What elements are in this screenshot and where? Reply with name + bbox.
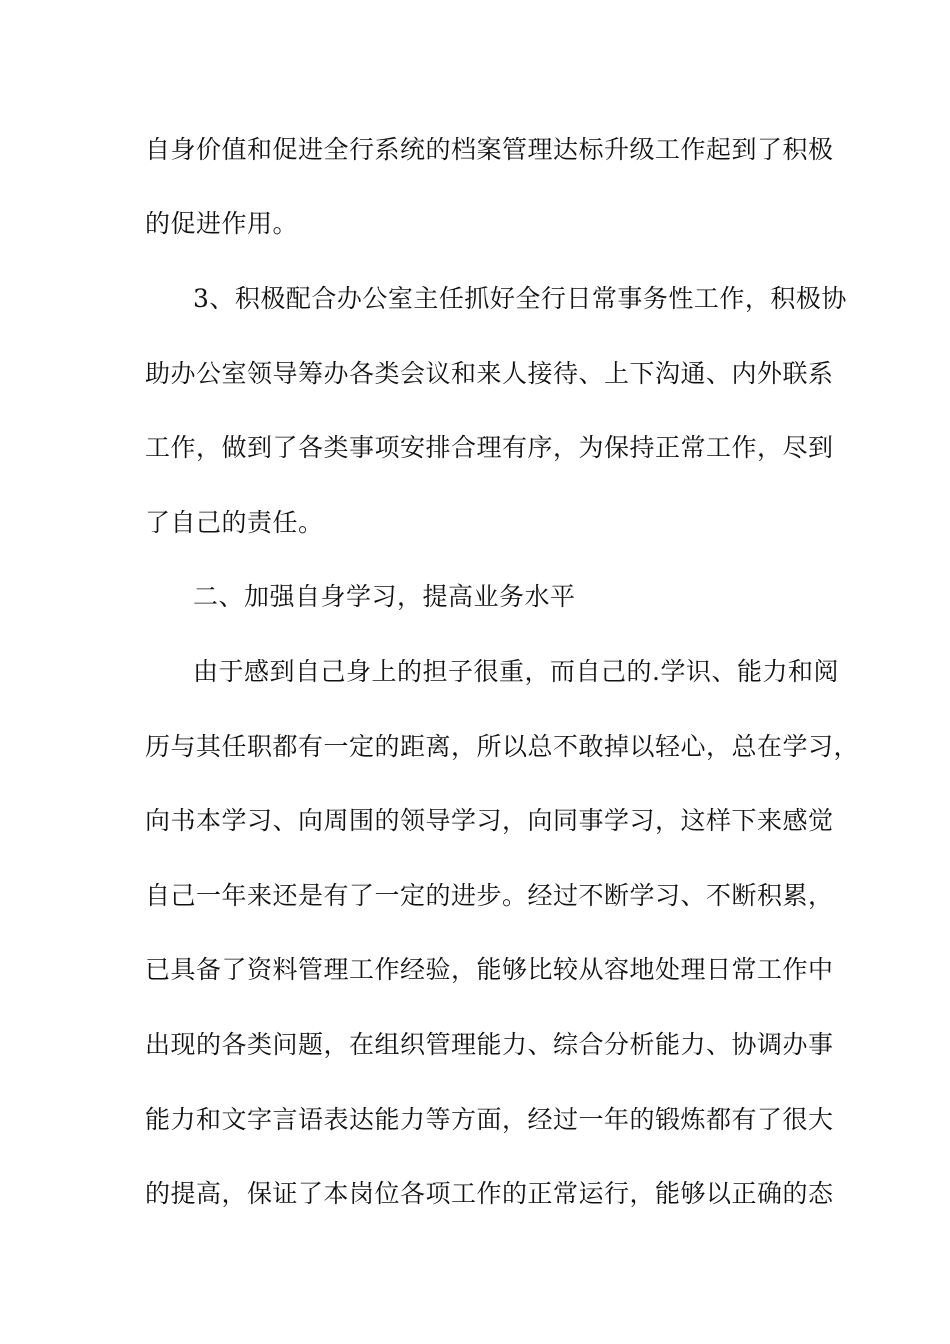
text-line: 的促进作用。 bbox=[145, 209, 299, 238]
text-line: 助办公室领导筹办各类会议和来人接待、上下沟通、内外联系 bbox=[145, 359, 834, 388]
text-line: 出现的各类问题，在组织管理能力、综合分析能力、协调办事 bbox=[145, 1030, 834, 1059]
text-line: 历与其任职都有一定的距离，所以总不敢掉以轻心，总在学习， bbox=[145, 732, 860, 761]
text-line: 向书本学习、向周围的领导学习，向同事学习，这样下来感觉 bbox=[145, 806, 834, 835]
text-line: 工作，做到了各类事项安排合理有序，为保持正常工作，尽到 bbox=[145, 433, 834, 462]
text-line: 3、积极配合办公室主任抓好全行日常事务性工作，积极协 bbox=[193, 284, 847, 313]
text-line: 的提高，保证了本岗位各项工作的正常运行，能够以正确的态 bbox=[145, 1179, 834, 1208]
text-line: 了自己的责任。 bbox=[145, 508, 324, 537]
text-line: 自己一年来还是有了一定的进步。经过不断学习、不断积累， bbox=[145, 881, 834, 910]
text-line: 自身价值和促进全行系统的档案管理达标升级工作起到了积极 bbox=[145, 135, 834, 164]
text-line: 能力和文字言语表达能力等方面，经过一年的锻炼都有了很大 bbox=[145, 1105, 834, 1134]
section-heading: 二、加强自身学习，提高业务水平 bbox=[193, 582, 576, 611]
text-line: 由于感到自己身上的担子很重，而自己的.学识、能力和阅 bbox=[193, 657, 839, 686]
text-line: 已具备了资料管理工作经验，能够比较从容地处理日常工作中 bbox=[145, 955, 834, 984]
